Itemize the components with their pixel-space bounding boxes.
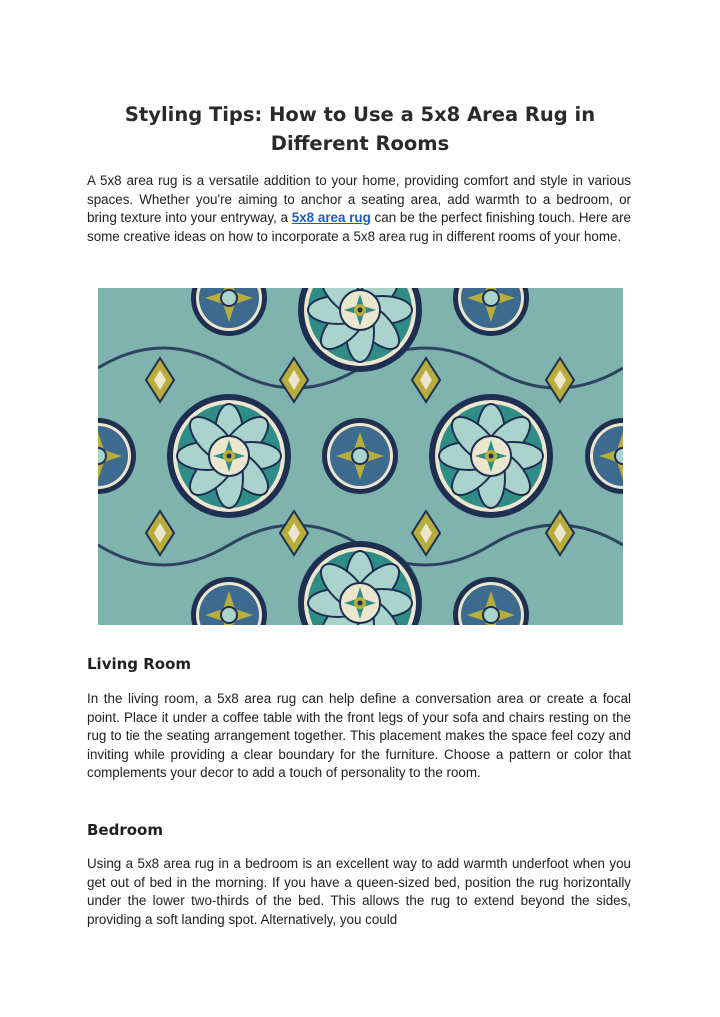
intro-text-before-link: A 5x8 area rug is a versatile addition to your home, providing comfort and style in various spaces. Whether you're aiming to anchor a seating area, add warmth to a bedroom, or bring texture into your entryway, a xyxy=(87,173,631,226)
intro-paragraph xyxy=(87,172,631,246)
section-body-living-room: In the living room, a 5x8 area rug can help define a conversation area or create a focal point. Place it under a coffee table with the front legs of your sofa and chairs resting on the rug to tie the seating arrangement together. This placement makes the space feel cozy and inviting while providing a clear boundary for the furniture. Choose a pattern or color that complements your decor to add a touch of personality to the room. xyxy=(87,691,631,781)
rug-image xyxy=(98,288,623,625)
section-heading-bedroom: Bedroom xyxy=(87,821,163,839)
section-body-bedroom: Using a 5x8 area rug in a bedroom is an excellent way to add warmth underfoot when you get out of bed in the morning. If you have a queen-sized bed, position the rug horizontally under the lower two-thirds of the bed. This allows the rug to extend beyond the sides, providing a soft landing spot. Alternatively, you could xyxy=(87,856,631,927)
section-heading-living-room: Living Room xyxy=(87,655,192,673)
intro-text-after-link: can be the perfect finishing touch. Here are some creative ideas on how to incorporate a 5x8 area rug in different rooms of your home. xyxy=(87,210,631,244)
area-rug-link[interactable]: 5x8 area rug xyxy=(291,210,371,226)
page-title: Styling Tips: How to Use a 5x8 Area Rug in Different Rooms xyxy=(124,103,596,155)
